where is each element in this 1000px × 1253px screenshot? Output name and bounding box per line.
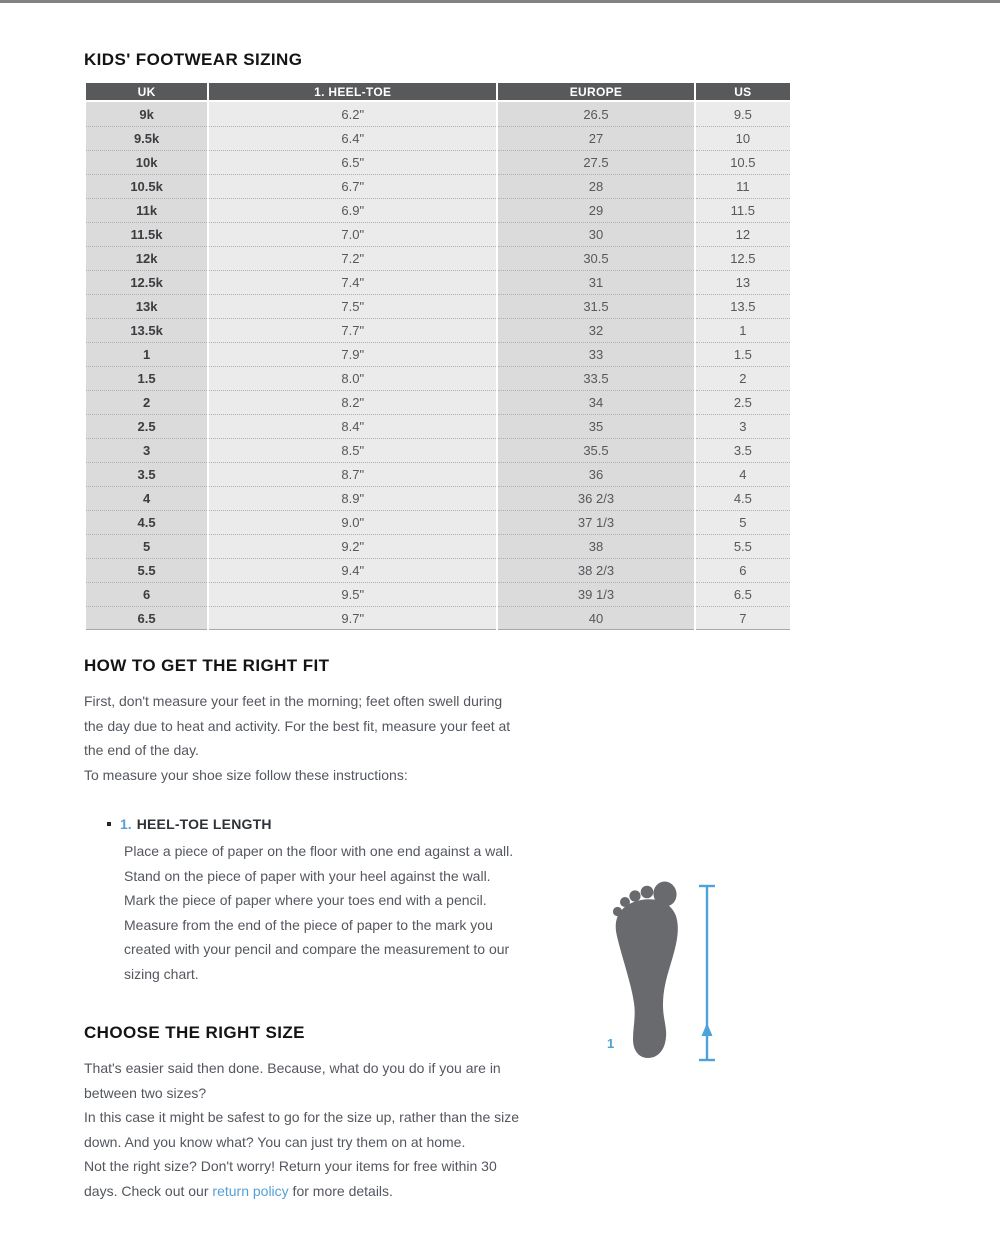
- table-cell: 4: [696, 462, 790, 486]
- table-cell: 36 2/3: [498, 486, 693, 510]
- table-cell: 11k: [86, 198, 207, 222]
- table-cell: 6.9": [209, 198, 496, 222]
- table-cell: 2: [696, 366, 790, 390]
- table-cell: 6.7": [209, 174, 496, 198]
- table-cell: 9.2": [209, 534, 496, 558]
- table-cell: 10k: [86, 150, 207, 174]
- sizing-table: [84, 83, 792, 630]
- return-line-post: for more details.: [288, 1182, 393, 1199]
- table-row: [86, 486, 790, 510]
- table-cell: 8.5": [209, 438, 496, 462]
- table-cell: 13.5: [696, 294, 790, 318]
- table-cell: 7: [696, 606, 790, 630]
- table-row: [86, 510, 790, 534]
- sizing-table-body: [86, 102, 790, 630]
- table-row: [86, 414, 790, 438]
- table-row: [86, 318, 790, 342]
- table-cell: 6: [696, 558, 790, 582]
- table-cell: 8.2": [209, 390, 496, 414]
- table-row: [86, 462, 790, 486]
- table-cell: 4.5: [86, 510, 207, 534]
- table-row: [86, 342, 790, 366]
- table-cell: 40: [498, 606, 693, 630]
- table-row: [86, 294, 790, 318]
- table-row: [86, 198, 790, 222]
- table-cell: 9.4": [209, 558, 496, 582]
- table-row: [86, 150, 790, 174]
- table-cell: 11.5: [696, 198, 790, 222]
- column-header-us: US: [696, 83, 790, 102]
- table-cell: 26.5: [498, 102, 693, 126]
- table-cell: 10.5k: [86, 174, 207, 198]
- table-cell: 6.5": [209, 150, 496, 174]
- table-cell: 3: [696, 414, 790, 438]
- measurement-line-icon: [699, 886, 715, 1060]
- table-cell: 29: [498, 198, 693, 222]
- sizing-table-header: [86, 83, 790, 102]
- table-cell: 9.5": [209, 582, 496, 606]
- foot-icon: [613, 879, 679, 1058]
- table-cell: 30.5: [498, 246, 693, 270]
- step-title: HEEL-TOE LENGTH: [136, 816, 272, 832]
- table-cell: 27: [498, 126, 693, 150]
- table-cell: 6.4": [209, 126, 496, 150]
- table-cell: 1.5: [696, 342, 790, 366]
- header-row: [86, 83, 790, 102]
- table-cell: 5.5: [696, 534, 790, 558]
- table-cell: 31.5: [498, 294, 693, 318]
- table-cell: 5: [696, 510, 790, 534]
- table-cell: 10: [696, 126, 790, 150]
- table-cell: 3: [86, 438, 207, 462]
- table-row: [86, 606, 790, 630]
- figure-label-1: 1: [607, 1036, 615, 1051]
- table-cell: 13: [696, 270, 790, 294]
- table-cell: 6.5: [696, 582, 790, 606]
- table-row: [86, 246, 790, 270]
- heel-toe-measurement-figure: [597, 877, 717, 1067]
- choose-size-lines: That's easier said then done. Because, what do you do if you are in between two sizes? In this case it might be safest to go for the size up, rather than the size down. And you know what? You can just try them on at home. Not the right size? Don't worry! Return your items for free within 30: [84, 1060, 520, 1174]
- table-cell: 8.4": [209, 414, 496, 438]
- return-line-pre: days. Check out our: [84, 1182, 213, 1199]
- table-cell: 1.5: [86, 366, 207, 390]
- table-cell: 2: [86, 390, 207, 414]
- table-cell: 3.5: [86, 462, 207, 486]
- table-cell: 8.0": [209, 366, 496, 390]
- table-cell: 6.5: [86, 606, 207, 630]
- step-number: 1.: [120, 816, 132, 832]
- table-cell: 4.5: [696, 486, 790, 510]
- column-header-heeltoe: 1. HEEL-TOE: [209, 83, 496, 102]
- choose-size-text: [84, 1056, 624, 1203]
- table-cell: 1: [696, 318, 790, 342]
- table-cell: 7.4": [209, 270, 496, 294]
- table-cell: 7.7": [209, 318, 496, 342]
- table-cell: 12k: [86, 246, 207, 270]
- table-cell: 11.5k: [86, 222, 207, 246]
- table-cell: 7.0": [209, 222, 496, 246]
- fit-intro-text: First, don't measure your feet in the morning; feet often swell during the day due to heat and activity. For the best fit, measure your feet at the end of the day. To measure your shoe size follow these instructions:: [84, 693, 511, 783]
- table-cell: 12.5: [696, 246, 790, 270]
- table-row: [86, 174, 790, 198]
- table-cell: 38: [498, 534, 693, 558]
- table-cell: 10.5: [696, 150, 790, 174]
- column-header-europe: EUROPE: [498, 83, 693, 102]
- table-cell: 36: [498, 462, 693, 486]
- table-cell: 9.5k: [86, 126, 207, 150]
- table-cell: 6.2": [209, 102, 496, 126]
- table-cell: 35: [498, 414, 693, 438]
- table-cell: 11: [696, 174, 790, 198]
- fit-section-heading: HOW TO GET THE RIGHT FIT: [84, 656, 330, 675]
- table-cell: 1: [86, 342, 207, 366]
- table-cell: 28: [498, 174, 693, 198]
- table-row: [86, 366, 790, 390]
- step-instructions: Place a piece of paper on the floor with one end against a wall. Stand on the piece of paper with your heel against the wall. Mark the piece of paper where your toes end with a pencil. Measure from the end of the piece of paper to the mark you created with your pencil and compare the measurement to our sizing chart.: [124, 843, 514, 982]
- table-row: [86, 222, 790, 246]
- table-cell: 13.5k: [86, 318, 207, 342]
- table-cell: 6: [86, 582, 207, 606]
- bullet-square-icon: [107, 822, 111, 826]
- table-cell: 34: [498, 390, 693, 414]
- table-cell: 31: [498, 270, 693, 294]
- page-title: KIDS' FOOTWEAR SIZING: [84, 50, 303, 69]
- table-cell: 7.5": [209, 294, 496, 318]
- table-cell: 13k: [86, 294, 207, 318]
- table-cell: 35.5: [498, 438, 693, 462]
- table-cell: 32: [498, 318, 693, 342]
- table-row: [86, 390, 790, 414]
- table-cell: 9k: [86, 102, 207, 126]
- table-cell: 12: [696, 222, 790, 246]
- table-cell: 2.5: [696, 390, 790, 414]
- table-cell: 12.5k: [86, 270, 207, 294]
- table-row: [86, 558, 790, 582]
- table-row: [86, 534, 790, 558]
- return-policy-link[interactable]: return policy: [212, 1182, 289, 1199]
- table-cell: 30: [498, 222, 693, 246]
- table-cell: 3.5: [696, 438, 790, 462]
- table-cell: 7.2": [209, 246, 496, 270]
- foot-measure-diagram: [597, 877, 717, 1067]
- table-cell: 39 1/3: [498, 582, 693, 606]
- table-cell: 5: [86, 534, 207, 558]
- table-row: [86, 102, 790, 126]
- table-cell: 37 1/3: [498, 510, 693, 534]
- table-cell: 4: [86, 486, 207, 510]
- column-header-uk: UK: [86, 83, 207, 102]
- table-cell: 33.5: [498, 366, 693, 390]
- table-cell: 8.7": [209, 462, 496, 486]
- table-row: [86, 438, 790, 462]
- table-cell: 5.5: [86, 558, 207, 582]
- choose-section-heading: CHOOSE THE RIGHT SIZE: [84, 1023, 305, 1042]
- table-cell: 7.9": [209, 342, 496, 366]
- table-cell: 33: [498, 342, 693, 366]
- step-header: [107, 816, 792, 832]
- table-row: [86, 126, 790, 150]
- table-cell: 27.5: [498, 150, 693, 174]
- table-row: [86, 270, 790, 294]
- table-cell: 8.9": [209, 486, 496, 510]
- table-cell: 9.7": [209, 606, 496, 630]
- table-cell: 9.0": [209, 510, 496, 534]
- table-cell: 2.5: [86, 414, 207, 438]
- table-row: [86, 582, 790, 606]
- table-cell: 38 2/3: [498, 558, 693, 582]
- table-cell: 9.5: [696, 102, 790, 126]
